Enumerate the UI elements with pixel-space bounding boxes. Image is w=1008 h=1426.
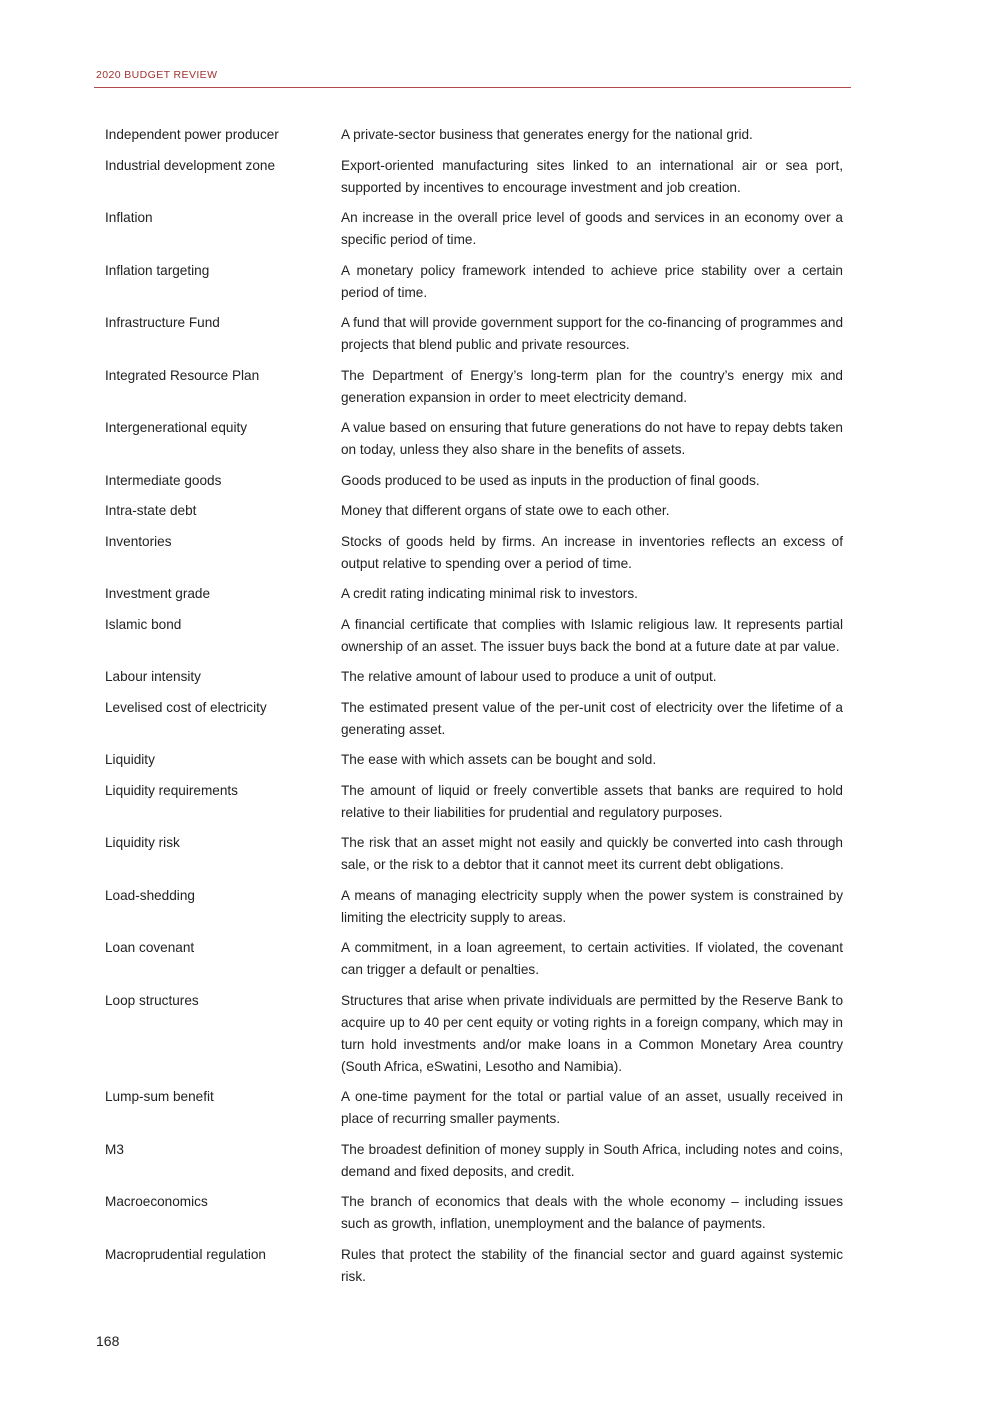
glossary-definition: A commitment, in a loan agreement, to certain activities. If violated, the covenant can trigger a default or penalties. [341, 940, 843, 977]
glossary-term: Levelised cost of electricity [105, 699, 267, 715]
glossary-term: Loan covenant [105, 940, 195, 955]
glossary-term: Islamic bond [105, 616, 182, 632]
glossary-definition: A financial certificate that complies with Islamic religious law. It represents partial ownership of an asset. The issuer buys back the bond at a future date at par value. [341, 616, 843, 654]
glossary-term: Load-shedding [105, 887, 195, 903]
glossary-entry [105, 417, 843, 461]
glossary-definition: The relative amount of labour used to produce a unit of output. [341, 669, 717, 684]
glossary-entry [105, 780, 843, 824]
glossary-entry [105, 1244, 843, 1288]
glossary-term: Labour intensity [105, 669, 201, 684]
glossary-entry [105, 1191, 843, 1235]
glossary-term: Industrial development zone [105, 157, 276, 173]
glossary-entry [105, 500, 843, 522]
glossary-entry [105, 470, 843, 492]
glossary-definition: A credit rating indicating minimal risk to investors. [341, 586, 638, 601]
glossary-definition: Money that different organs of state owe to each other. [341, 503, 670, 518]
glossary-entry [105, 832, 843, 876]
glossary-term: Macroprudential regulation [105, 1246, 266, 1262]
glossary-entry [105, 207, 843, 251]
glossary-entry [105, 312, 843, 356]
glossary-definition: A monetary policy framework intended to achieve price stability over a certain period of time. [341, 262, 843, 300]
glossary-term: Investment grade [105, 586, 211, 601]
glossary-definition: The risk that an asset might not easily and quickly be converted into cash through sale, or the risk to a debtor that it cannot meet its current debt obligations. [341, 835, 843, 872]
header-rule [94, 87, 851, 88]
glossary-term: Inventories [105, 533, 172, 549]
glossary-definition: A one-time payment for the total or partial value of an asset, usually received in place of recurring smaller payments. [341, 1089, 843, 1126]
glossary-term: Inflation [105, 210, 153, 225]
glossary-entry [105, 666, 843, 688]
glossary-entry [105, 583, 843, 605]
glossary-entry [105, 1139, 843, 1183]
glossary-term: M3 [105, 1141, 124, 1157]
glossary-term: Liquidity [105, 752, 155, 767]
glossary-entry [105, 990, 843, 1078]
glossary-term: Liquidity risk [105, 835, 180, 850]
glossary-definition: A fund that will provide government support for the co-financing of programmes and projects that blend public and private resources. [341, 315, 843, 352]
glossary-definition: The Department of Energy’s long-term plan for the country’s energy mix and generation expansion in order to meet electricity demand. [341, 367, 843, 405]
glossary-list [105, 124, 843, 1296]
glossary-entry [105, 155, 843, 199]
glossary-definition: Structures that arise when private individuals are permitted by the Reserve Bank to acquire up to 40 per cent equity or voting rights in a foreign company, which may in turn hold investments and/or make loans in a Common Monetary Area country (South Africa, eSwatini, Lesotho and Namibia). [341, 992, 843, 1074]
glossary-entry [105, 885, 843, 929]
glossary-term: Infrastructure Fund [105, 315, 220, 330]
glossary-term: Intergenerational equity [105, 420, 248, 435]
glossary-definition: An increase in the overall price level of goods and services in an economy over a specific period of time. [341, 210, 843, 247]
glossary-entry [105, 124, 843, 146]
glossary-entry [105, 697, 843, 741]
glossary-term: Independent power producer [105, 127, 279, 142]
glossary-definition: The branch of economics that deals with the whole economy – including issues such as growth, inflation, unemployment and the balance of payments. [341, 1194, 843, 1231]
glossary-definition: The estimated present value of the per-unit cost of electricity over the lifetime of a generating asset. [341, 699, 843, 737]
glossary-definition: A value based on ensuring that future generations do not have to repay debts taken on today, unless they also share in the benefits of assets. [341, 420, 843, 457]
glossary-entry [105, 937, 843, 981]
glossary-term: Macroeconomics [105, 1194, 208, 1209]
glossary-term: Intra-state debt [105, 503, 197, 518]
glossary-entry [105, 614, 843, 658]
running-header: 2020 BUDGET REVIEW [96, 69, 218, 81]
glossary-definition: The broadest definition of money supply in South Africa, including notes and coins, demand and fixed deposits, and credit. [341, 1141, 843, 1179]
glossary-term: Intermediate goods [105, 472, 222, 488]
glossary-term: Liquidity requirements [105, 782, 238, 798]
glossary-definition: The amount of liquid or freely convertible assets that banks are required to hold relative to their liabilities for prudential and regulatory purposes. [341, 782, 843, 820]
glossary-definition: Export-oriented manufacturing sites linked to an international air or sea port, supported by incentives to encourage investment and job creation. [341, 157, 843, 195]
glossary-entry [105, 365, 843, 409]
glossary-definition: Stocks of goods held by firms. An increase in inventories reflects an excess of output relative to spending over a period of time. [341, 533, 843, 571]
glossary-term: Loop structures [105, 992, 199, 1008]
glossary-definition: Goods produced to be used as inputs in the production of final goods. [341, 472, 760, 488]
glossary-definition: A private-sector business that generates energy for the national grid. [341, 127, 753, 142]
glossary-entry [105, 1086, 843, 1130]
glossary-entry [105, 531, 843, 575]
glossary-entry [105, 749, 843, 771]
glossary-term: Inflation targeting [105, 262, 210, 278]
glossary-definition: A means of managing electricity supply when the power system is constrained by limiting the electricity supply to areas. [341, 887, 843, 925]
glossary-definition: The ease with which assets can be bought and sold. [341, 752, 657, 767]
glossary-definition: Rules that protect the stability of the financial sector and guard against systemic risk. [341, 1246, 843, 1284]
glossary-term: Integrated Resource Plan [105, 367, 260, 383]
glossary-entry [105, 260, 843, 304]
page-number: 168 [96, 1333, 120, 1349]
glossary-term: Lump-sum benefit [105, 1089, 214, 1104]
